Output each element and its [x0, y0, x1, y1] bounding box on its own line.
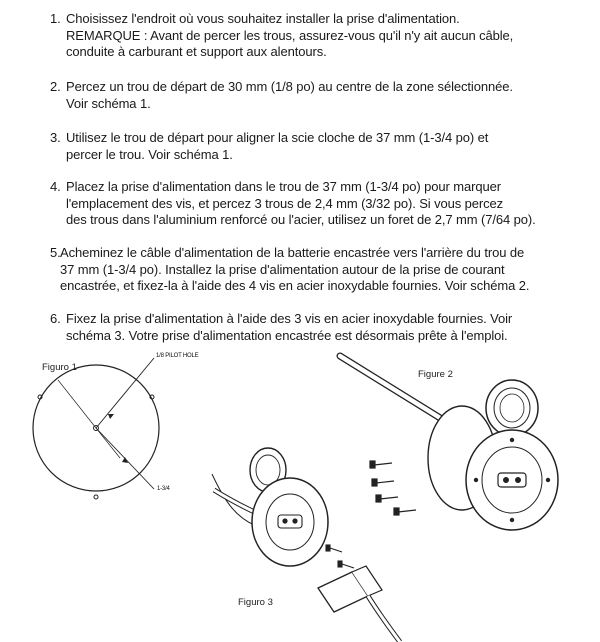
step-line: Voir schéma 1. — [66, 95, 151, 111]
step-line: des trous dans l'aluminium renforcé ou l'acier, utilisez un foret de 2,7 mm (7/64 po). — [66, 212, 536, 227]
hole-size-callout: 1-3/4 — [157, 486, 170, 492]
figure-1-label: Figuro 1 — [42, 362, 77, 373]
step-line: l'emplacement des vis, et percez 3 trous de 2,4 mm (3/32 po). Si vous percez — [66, 195, 504, 211]
step-line: encastrée, et fixez-la à l'aide des 4 vis en acier inoxydable fournies. Voir schéma 2. — [60, 278, 530, 293]
step-line: schéma 3. Votre prise d'alimentation encastrée est désormais prête à l'emploi. — [66, 327, 508, 343]
step-line: Placez la prise d'alimentation dans le trou de 37 mm (1-3/4 po) pour marquer — [66, 179, 501, 194]
step-number: 4. — [50, 179, 61, 194]
step-line: REMARQUE : Avant de percer les trous, assurez-vous qu'il n'y ait aucun câble, — [66, 27, 514, 43]
step-number: 3. — [50, 130, 61, 145]
step-line: 37 mm (1-3/4 po). Installez la prise d'alimentation autour de la prise de courant — [60, 261, 505, 277]
figure-2-label: Figure 2 — [418, 369, 453, 380]
step-line: Fixez la prise d'alimentation à l'aide des 3 vis en acier inoxydable fournies. Voir — [66, 311, 513, 326]
step-number: 1. — [50, 11, 61, 26]
step-number: 6. — [50, 311, 61, 326]
step-number: 2. — [50, 79, 61, 94]
step-line: Choisissez l'endroit où vous souhaitez installer la prise d'alimentation. — [66, 11, 460, 26]
step-line: percer le trou. Voir schéma 1. — [66, 146, 233, 162]
step-number: 5. — [50, 245, 61, 260]
pilot-hole-callout: 1/8 PILOT HOLE — [156, 353, 199, 359]
step-line: Percez un trou de départ de 30 mm (1/8 po) au centre de la zone sélectionnée. — [66, 79, 513, 94]
step-line: Utilisez le trou de départ pour aligner la scie cloche de 37 mm (1-3/4 po) et — [66, 130, 489, 145]
step-line: conduite à carburant et support aux alentours. — [66, 44, 327, 59]
figure-3-label: Figuro 3 — [238, 597, 273, 608]
step-line: Acheminez le câble d'alimentation de la batterie encastrée vers l'arrière du trou de — [60, 245, 525, 260]
